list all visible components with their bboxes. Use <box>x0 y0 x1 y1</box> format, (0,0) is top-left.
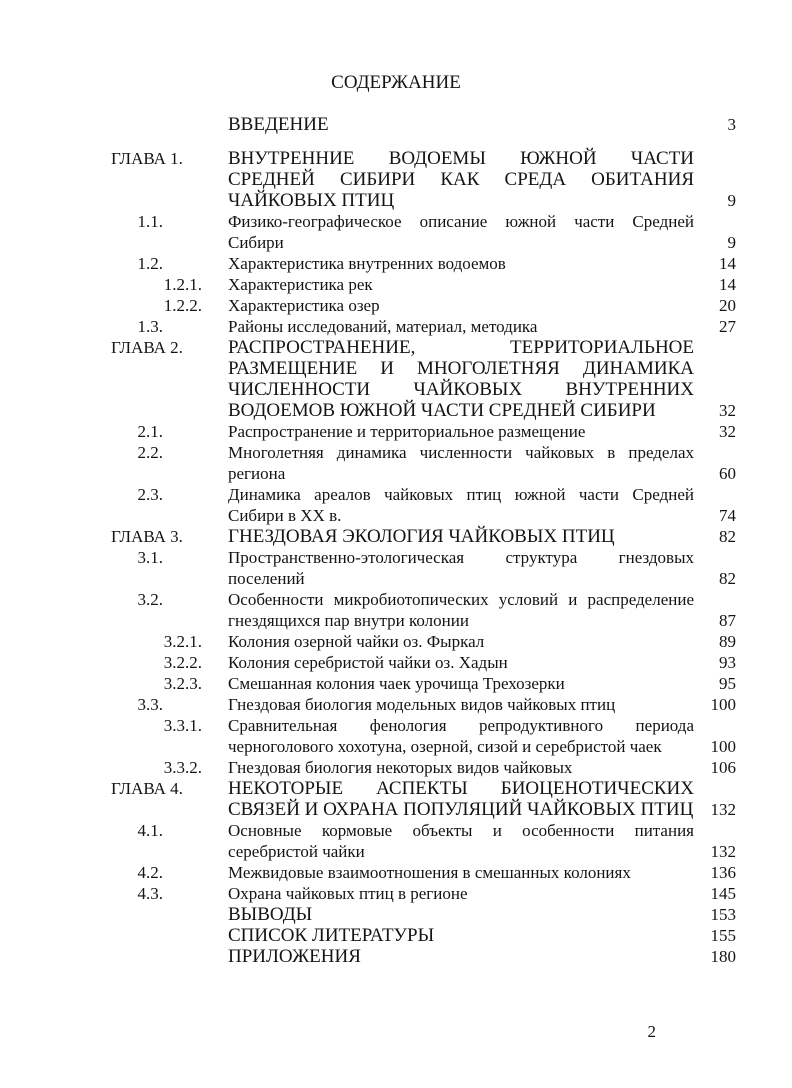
toc-entry-number: 4.3. <box>137 884 163 903</box>
toc-entry-chapter-1 <box>0 148 792 211</box>
toc-entry-text: Гнездовая биология некоторых видов чайковых <box>228 758 573 777</box>
toc-entry-text: Особенности микробиотопических условий и распределение гнездящихся пар внутри колонии <box>228 590 694 630</box>
toc-entry-number: 3.3.1. <box>163 716 202 735</box>
toc-entry-text: Основные кормовые объекты и особенности питания серебристой чайки <box>228 821 694 861</box>
toc-entry-text: НЕКОТОРЫЕ АСПЕКТЫ БИОЦЕНОТИЧЕСКИХ СВЯЗЕЙ И ОХРАНА ПОПУЛЯЦИЙ ЧАЙКОВЫХ ПТИЦ <box>228 778 694 820</box>
toc-entry-text: Колония озерной чайки оз. Фыркал <box>228 632 485 651</box>
page-number: 2 <box>647 1022 656 1041</box>
toc-entry-number: 3.3. <box>137 695 163 714</box>
toc-entry-page: 100 <box>710 737 736 756</box>
toc-entry-references <box>0 925 792 946</box>
toc-entry-subsection <box>0 631 792 652</box>
toc-entry-page: 9 <box>727 191 736 210</box>
toc-entry-number: 3.2. <box>137 590 163 609</box>
toc-entry-text: Многолетняя динамика численности чайковых в пределах региона <box>228 443 694 483</box>
toc-entry-page: 93 <box>719 653 736 672</box>
toc-entry-text: Гнездовая биология модельных видов чайковых птиц <box>228 695 616 714</box>
toc-entry-subsection <box>0 274 792 295</box>
toc-entry-page: 27 <box>719 317 736 336</box>
toc-entry-section <box>0 883 792 904</box>
toc-entry-chapter-2 <box>0 337 792 421</box>
toc-entry-number: 1.3. <box>137 317 163 336</box>
toc-entry-text: Физико-географическое описание южной части Средней Сибири <box>228 212 694 252</box>
toc-entry-page: 9 <box>727 233 736 252</box>
toc-entry-number: 1.2. <box>137 254 163 273</box>
document-title: СОДЕРЖАНИЕ <box>331 72 461 93</box>
toc-entry-page: 153 <box>710 905 736 924</box>
toc-entry-number: 1.2.2. <box>163 296 202 315</box>
toc-entry-section <box>0 211 792 253</box>
toc-entry-page: 74 <box>719 506 736 525</box>
toc-entry-page: 136 <box>710 863 736 882</box>
toc-entry-page: 145 <box>710 884 736 903</box>
toc-entry-page: 100 <box>710 695 736 714</box>
toc-entry-introduction <box>0 114 792 135</box>
toc-entry-section <box>0 862 792 883</box>
toc-entry-text: Смешанная колония чаек урочища Трехозерки <box>228 674 565 693</box>
toc-entry-subsection <box>0 757 792 778</box>
toc-entry-text: Распространение и территориальное размещение <box>228 422 586 441</box>
toc-entry-number: 3.2.2. <box>163 653 202 672</box>
toc-entry-text: Характеристика внутренних водоемов <box>228 254 506 273</box>
toc-entry-text: СПИСОК ЛИТЕРАТУРЫ <box>228 925 435 946</box>
toc-entry-number: ГЛАВА 2. <box>111 338 183 357</box>
toc-entry-number: 4.2. <box>137 863 163 882</box>
toc-entry-text: Сравнительная фенология репродуктивного периода черноголового хохотуна, озерной, сизой и серебристой чаек <box>228 716 694 756</box>
toc-entry-text: ВЫВОДЫ <box>228 904 313 925</box>
toc-entry-number: 1.1. <box>137 212 163 231</box>
toc-entry-text: ВНУТРЕННИЕ ВОДОЕМЫ ЮЖНОЙ ЧАСТИ СРЕДНЕЙ СИБИРИ КАК СРЕДА ОБИТАНИЯ ЧАЙКОВЫХ ПТИЦ <box>228 148 694 211</box>
toc-entry-number: 2.1. <box>137 422 163 441</box>
toc-entry-section <box>0 484 792 526</box>
toc-entry-page: 180 <box>710 947 736 966</box>
toc-entry-page: 3 <box>727 115 736 134</box>
toc-entry-number: ГЛАВА 1. <box>111 149 183 168</box>
toc-entry-page: 82 <box>719 569 736 588</box>
toc-entry-conclusions <box>0 904 792 925</box>
toc-entry-section <box>0 694 792 715</box>
toc-entry-page: 106 <box>710 758 736 777</box>
toc-entry-number: 3.1. <box>137 548 163 567</box>
toc-entry-section <box>0 589 792 631</box>
toc-entry-text: Колония серебристой чайки оз. Хадын <box>228 653 508 672</box>
toc-entry-text: ВВЕДЕНИЕ <box>228 114 329 135</box>
toc-entry-page: 20 <box>719 296 736 315</box>
toc-entry-number: ГЛАВА 3. <box>111 527 183 546</box>
toc-entry-text: Охрана чайковых птиц в регионе <box>228 884 468 903</box>
toc-entry-page: 95 <box>719 674 736 693</box>
toc-entry-page: 60 <box>719 464 736 483</box>
toc-entry-page: 82 <box>719 527 736 546</box>
toc-entry-page: 87 <box>719 611 736 630</box>
toc-entry-subsection <box>0 715 792 757</box>
toc-entry-subsection <box>0 673 792 694</box>
toc-entry-number: 2.2. <box>137 443 163 462</box>
toc-entry-chapter-4 <box>0 778 792 820</box>
toc-entry-text: Межвидовые взаимоотношения в смешанных колониях <box>228 863 631 882</box>
toc-entry-text: Районы исследований, материал, методика <box>228 317 538 336</box>
toc-entry-page: 132 <box>710 800 736 819</box>
toc-entry-section <box>0 316 792 337</box>
toc-entry-section <box>0 547 792 589</box>
toc-entry-text: ПРИЛОЖЕНИЯ <box>228 946 361 967</box>
toc-entry-number: ГЛАВА 4. <box>111 779 183 798</box>
toc-entry-number: 2.3. <box>137 485 163 504</box>
toc-entry-number: 4.1. <box>137 821 163 840</box>
toc-entry-appendices <box>0 946 792 967</box>
toc-entry-number: 3.2.3. <box>163 674 202 693</box>
toc-entry-subsection <box>0 652 792 673</box>
toc-entry-page: 32 <box>719 422 736 441</box>
toc-entry-chapter-3 <box>0 526 792 547</box>
toc-entry-section <box>0 442 792 484</box>
toc-entry-section <box>0 820 792 862</box>
toc-entry-number: 3.2.1. <box>163 632 202 651</box>
table-of-contents <box>0 114 792 967</box>
toc-entry-text: РАСПРОСТРАНЕНИЕ, ТЕРРИТОРИАЛЬНОЕ РАЗМЕЩЕНИЕ И МНОГОЛЕТНЯЯ ДИНАМИКА ЧИСЛЕННОСТИ ЧАЙКОВЫХ ВНУТРЕННИХ ВОДОЕМОВ ЮЖНОЙ ЧАСТИ СРЕДНЕЙ СИБИРИ <box>228 337 694 421</box>
toc-entry-page: 14 <box>719 254 736 273</box>
toc-entry-page: 132 <box>710 842 736 861</box>
toc-entry-page: 89 <box>719 632 736 651</box>
toc-entry-number: 3.3.2. <box>163 758 202 777</box>
toc-entry-text: Динамика ареалов чайковых птиц южной части Средней Сибири в XX в. <box>228 485 694 525</box>
toc-entry-page: 14 <box>719 275 736 294</box>
toc-entry-number: 1.2.1. <box>163 275 202 294</box>
toc-entry-section <box>0 421 792 442</box>
toc-entry-page: 32 <box>719 401 736 420</box>
toc-entry-subsection <box>0 295 792 316</box>
toc-entry-text: Пространственно-этологическая структура гнездовых поселений <box>228 548 694 588</box>
toc-entry-text: Характеристика рек <box>228 275 373 294</box>
toc-entry-section <box>0 253 792 274</box>
toc-entry-text: ГНЕЗДОВАЯ ЭКОЛОГИЯ ЧАЙКОВЫХ ПТИЦ <box>228 526 615 547</box>
toc-entry-text: Характеристика озер <box>228 296 380 315</box>
toc-entry-page: 155 <box>710 926 736 945</box>
